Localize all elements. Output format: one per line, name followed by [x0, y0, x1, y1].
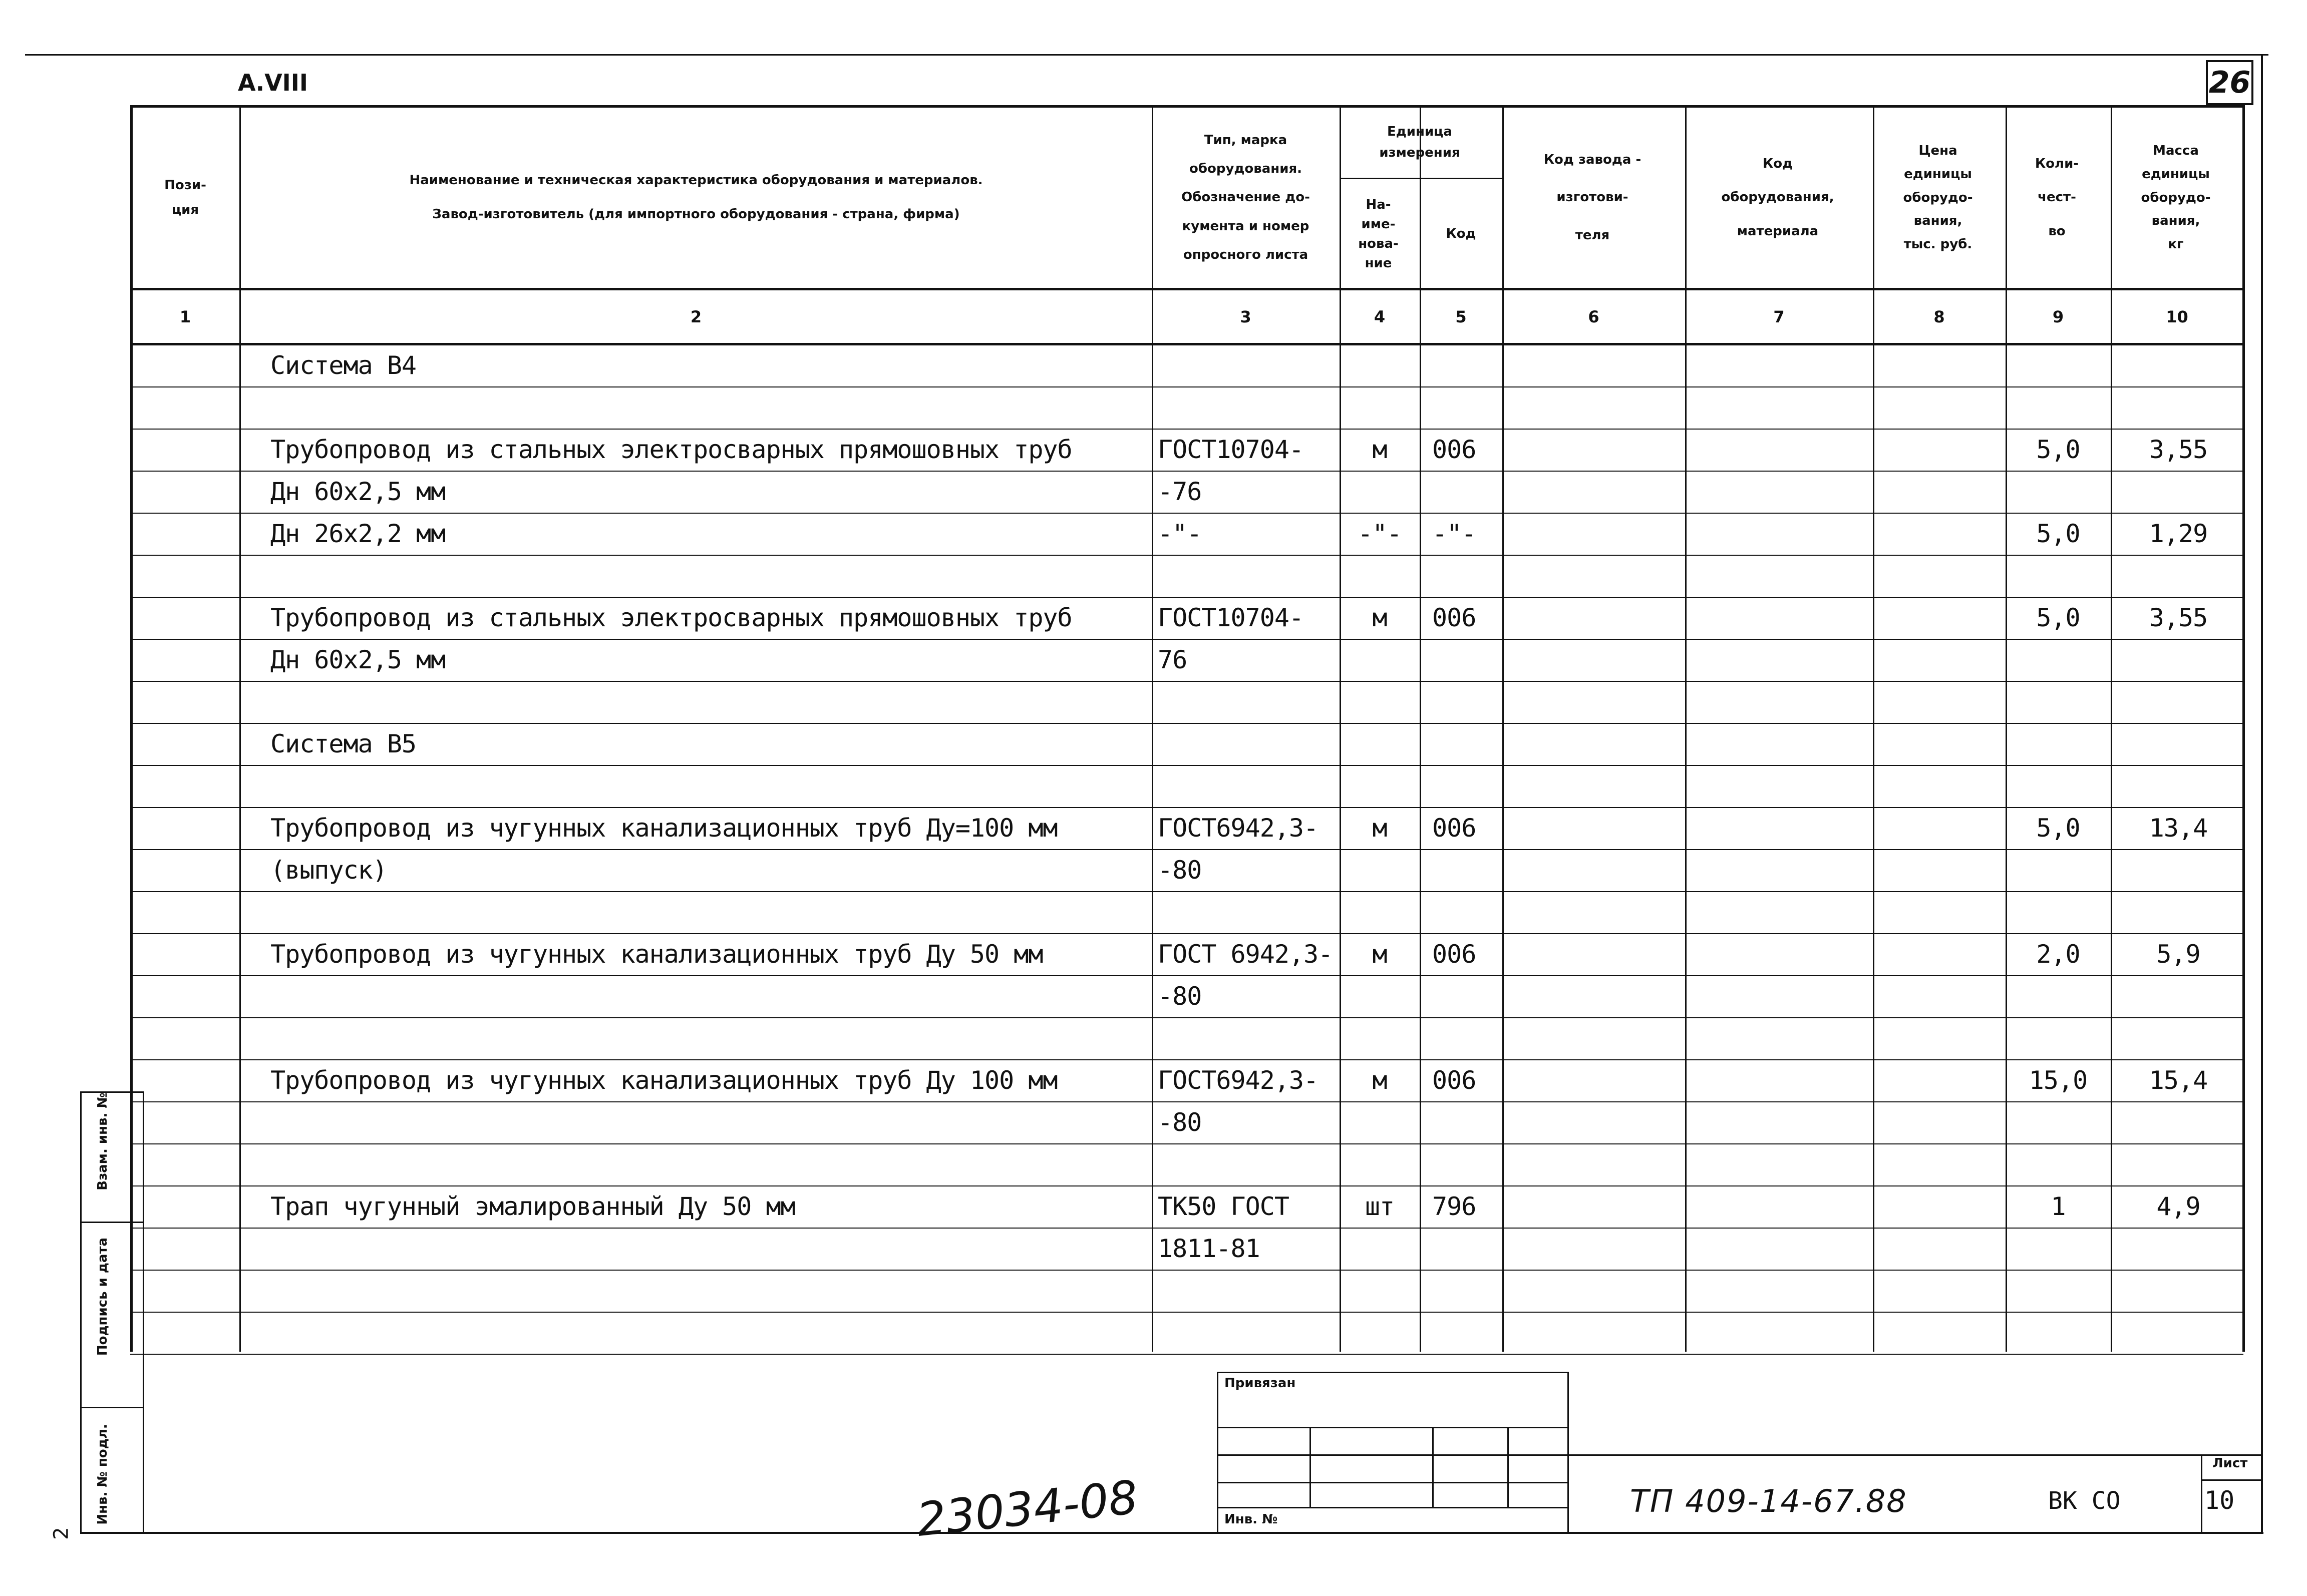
cell-unit — [1342, 1143, 1417, 1185]
cell-mass: 5,9 — [2156, 940, 2200, 969]
cell-code — [1432, 723, 1502, 765]
cell-type — [1158, 1270, 1338, 1312]
cell-qty: 5,0 — [2036, 519, 2080, 548]
column-number-7: 7 — [1773, 307, 1785, 326]
cell-type: -80 — [1158, 856, 1202, 885]
corner-mark: 2 — [50, 1527, 73, 1540]
cell-unit — [1342, 723, 1417, 765]
cell-name: Трап чугунный эмалированный Ду 50 мм — [270, 1192, 795, 1221]
cell-name: Трубопровод из чугунных канализационных труб Ду 50 мм — [270, 940, 1043, 969]
cell-qty — [2008, 1312, 2108, 1354]
cell-qty: 15,0 — [2029, 1066, 2088, 1095]
cell-mass: 13,4 — [2149, 814, 2208, 843]
header-name-line1: Наименование и техническая характеристика оборудования и материалов. — [409, 173, 983, 188]
cell-mass — [2116, 344, 2241, 386]
cell-code — [1432, 1017, 1502, 1059]
cell-mass — [2116, 386, 2241, 429]
cell-name: (выпуск) — [270, 856, 387, 885]
cell-unit: м — [1372, 1066, 1387, 1095]
cell-type — [1158, 765, 1338, 807]
cell-qty — [2008, 639, 2108, 681]
cell-mass — [2116, 1101, 2241, 1143]
binding-stamp-line — [1432, 1427, 1434, 1507]
cell-qty — [2008, 681, 2108, 723]
cell-name: Трубопровод из чугунных канализационных труб Ду=100 мм — [270, 814, 1058, 843]
cell-code — [1432, 639, 1502, 681]
cell-code — [1432, 891, 1502, 933]
cell-code — [1432, 1312, 1502, 1354]
side-stamp-inner-line — [143, 1091, 144, 1532]
title-block-line — [1567, 1454, 2261, 1456]
header-unit-split-line — [1340, 178, 1502, 179]
cell-mass — [2116, 975, 2241, 1017]
cell-qty — [2008, 1143, 2108, 1185]
cell-mass — [2116, 1017, 2241, 1059]
cell-code: 006 — [1432, 1066, 1476, 1095]
sheet-label: Лист — [2212, 1456, 2248, 1471]
cell-code — [1432, 765, 1502, 807]
binding-stamp-line — [1309, 1427, 1311, 1507]
column-number-8: 8 — [1933, 307, 1945, 326]
cell-name: Дн 60х2,5 мм — [270, 477, 446, 506]
cell-unit: шт — [1365, 1192, 1395, 1221]
cell-name — [270, 1143, 1147, 1185]
bottom-border — [80, 1532, 2263, 1534]
cell-name: Трубопровод из чугунных канализационных труб Ду 100 мм — [270, 1066, 1058, 1095]
cell-mass: 3,55 — [2149, 435, 2208, 464]
cell-type: -"- — [1158, 519, 1202, 548]
cell-unit: м — [1372, 940, 1387, 969]
cell-code — [1432, 386, 1502, 429]
header-unit-code: Код — [1446, 226, 1476, 241]
cell-type: ТК50 ГОСТ — [1158, 1192, 1289, 1221]
title-block-line — [2201, 1454, 2202, 1532]
header-quantity: Коли- чест- во — [2035, 156, 2079, 239]
top-border — [25, 54, 2268, 56]
cell-qty — [2008, 1270, 2108, 1312]
header-factory-code: Код завода - изготови- теля — [1543, 152, 1641, 243]
cell-unit — [1342, 765, 1417, 807]
binding-stamp-line — [1217, 1372, 1567, 1373]
cell-type: 1811-81 — [1158, 1234, 1260, 1263]
page-number-box — [2206, 60, 2253, 105]
header-type: Тип, марка оборудования. Обозначение до- кумента и номер опросного листа — [1181, 133, 1310, 262]
cell-type — [1158, 1312, 1338, 1354]
cell-name — [270, 555, 1147, 597]
cell-name — [270, 681, 1147, 723]
cell-name — [270, 1017, 1147, 1059]
cell-unit — [1342, 386, 1417, 429]
cell-code — [1432, 1228, 1502, 1270]
cell-code: 006 — [1432, 603, 1476, 632]
cell-type — [1158, 1017, 1338, 1059]
cell-unit — [1342, 975, 1417, 1017]
column-number-2: 2 — [690, 307, 702, 326]
cell-qty — [2008, 723, 2108, 765]
cell-mass — [2116, 639, 2241, 681]
cell-unit — [1342, 639, 1417, 681]
cell-type — [1158, 344, 1338, 386]
column-number-10: 10 — [2166, 307, 2188, 326]
cell-name — [270, 1228, 1147, 1270]
cell-code: -"- — [1432, 519, 1476, 548]
binding-stamp-line — [1217, 1482, 1567, 1483]
cell-qty — [2008, 555, 2108, 597]
cell-qty: 5,0 — [2036, 603, 2080, 632]
cell-code: 796 — [1432, 1192, 1476, 1221]
cell-unit — [1342, 1312, 1417, 1354]
header-unit-name: На- име- нова- ние — [1358, 197, 1399, 271]
album-label: А.VIII — [238, 69, 308, 96]
cell-type: ГОСТ6942,3- — [1158, 1066, 1319, 1095]
cell-mass: 4,9 — [2156, 1192, 2200, 1221]
cell-name: Система В5 — [270, 729, 417, 758]
cell-type: ГОСТ6942,3- — [1158, 814, 1319, 843]
cell-qty: 2,0 — [2036, 940, 2080, 969]
cell-qty: 5,0 — [2036, 435, 2080, 464]
cell-mass — [2116, 681, 2241, 723]
header-name-line2: Завод-изготовитель (для импортного оборудования - страна, фирма) — [432, 207, 960, 222]
cell-type: 76 — [1158, 645, 1187, 674]
cell-type — [1158, 555, 1338, 597]
cell-name — [270, 386, 1147, 429]
cell-mass — [2116, 1270, 2241, 1312]
cell-type: ГОСТ 6942,3- — [1158, 940, 1333, 969]
cell-name — [270, 891, 1147, 933]
header-price: Цена единицы оборудо- вания, тыс. руб. — [1903, 143, 1973, 252]
cell-mass — [2116, 471, 2241, 513]
cell-mass — [2116, 1228, 2241, 1270]
cell-unit — [1342, 849, 1417, 891]
cell-code: 006 — [1432, 940, 1476, 969]
cell-unit — [1342, 1270, 1417, 1312]
cell-mass: 3,55 — [2149, 603, 2208, 632]
cell-qty — [2008, 1228, 2108, 1270]
cell-unit: м — [1372, 814, 1387, 843]
cell-mass — [2116, 765, 2241, 807]
sheet-number: 10 — [2204, 1486, 2235, 1515]
cell-unit — [1342, 1228, 1417, 1270]
cell-qty — [2008, 386, 2108, 429]
cell-name: Дн 26х2,2 мм — [270, 519, 446, 548]
cell-mass — [2116, 891, 2241, 933]
cell-qty — [2008, 344, 2108, 386]
cell-type — [1158, 723, 1338, 765]
cell-qty: 1 — [2051, 1192, 2066, 1221]
side-stamp-signature-date: Подпись и дата — [95, 1237, 110, 1356]
cell-unit — [1342, 471, 1417, 513]
title-block-line — [2201, 1479, 2261, 1481]
page-number: 26 — [2208, 65, 2251, 100]
cell-unit — [1342, 555, 1417, 597]
cell-unit: м — [1372, 435, 1387, 464]
cell-qty — [2008, 765, 2108, 807]
cell-unit: -"- — [1358, 519, 1402, 548]
cell-type: -80 — [1158, 982, 1202, 1011]
binding-stamp-tied: Привязан — [1224, 1376, 1296, 1391]
cell-code — [1432, 344, 1502, 386]
binding-stamp-line — [1217, 1427, 1567, 1428]
cell-mass — [2116, 555, 2241, 597]
cell-qty: 5,0 — [2036, 814, 2080, 843]
column-number-1: 1 — [179, 307, 191, 326]
side-stamp-replaced-inv: Взам. инв. № — [95, 1092, 110, 1190]
cell-type — [1158, 681, 1338, 723]
cell-type: -76 — [1158, 477, 1202, 506]
cell-unit — [1342, 1101, 1417, 1143]
cell-name: Дн 60х2,5 мм — [270, 645, 446, 674]
cell-code — [1432, 975, 1502, 1017]
cell-code — [1432, 1270, 1502, 1312]
cell-unit — [1342, 344, 1417, 386]
cell-type: -80 — [1158, 1108, 1202, 1137]
binding-stamp-line — [1507, 1427, 1509, 1507]
row-line — [130, 1354, 2243, 1355]
column-number-6: 6 — [1588, 307, 1599, 326]
cell-mass: 1,29 — [2149, 519, 2208, 548]
header-name — [243, 108, 1149, 288]
cell-unit — [1342, 1017, 1417, 1059]
cell-name: Трубопровод из стальных электросварных прямошовных труб — [270, 435, 1072, 464]
binding-stamp-inv-no: Инв. № — [1224, 1512, 1278, 1527]
cell-unit — [1342, 891, 1417, 933]
cell-qty — [2008, 849, 2108, 891]
right-border — [2261, 54, 2263, 1533]
section-code: ВК СО — [2048, 1487, 2121, 1515]
cell-name: Трубопровод из стальных электросварных прямошовных труб — [270, 603, 1072, 632]
cell-code — [1432, 849, 1502, 891]
cell-type: ГОСТ10704- — [1158, 603, 1304, 632]
cell-type — [1158, 891, 1338, 933]
cell-code — [1432, 471, 1502, 513]
column-number-9: 9 — [2052, 307, 2064, 326]
cell-qty — [2008, 471, 2108, 513]
header-position: Пози- ция — [164, 177, 206, 217]
binding-stamp-line — [1217, 1507, 1567, 1508]
cell-mass — [2116, 849, 2241, 891]
cell-code — [1432, 1101, 1502, 1143]
cell-code: 006 — [1432, 814, 1476, 843]
cell-code — [1432, 1143, 1502, 1185]
binding-stamp-line — [1217, 1454, 1567, 1456]
cell-mass — [2116, 723, 2241, 765]
cell-qty — [2008, 1017, 2108, 1059]
column-number-3: 3 — [1240, 307, 1251, 326]
cell-mass: 15,4 — [2149, 1066, 2208, 1095]
archive-number: 23034-08 — [914, 1470, 1141, 1547]
header-unit: Единица измерения — [1379, 124, 1460, 160]
cell-type: ГОСТ10704- — [1158, 435, 1304, 464]
cell-mass — [2116, 1143, 2241, 1185]
header-equipment-code: Код оборудования, материала — [1721, 156, 1834, 239]
cell-name — [270, 1312, 1147, 1354]
cell-name: Система В4 — [270, 351, 417, 380]
binding-stamp-line — [1217, 1372, 1218, 1532]
column-number-5: 5 — [1455, 307, 1467, 326]
cell-name — [270, 765, 1147, 807]
cell-mass — [2116, 1312, 2241, 1354]
binding-stamp-line — [1567, 1372, 1569, 1532]
cell-qty — [2008, 975, 2108, 1017]
side-stamp-inv-original: Инв. № подл. — [95, 1424, 110, 1525]
header-mass: Масса единицы оборудо- вания, кг — [2141, 143, 2211, 252]
document-designation: ТП 409-14-67.88 — [1630, 1483, 1907, 1519]
cell-name — [270, 1101, 1147, 1143]
cell-qty — [2008, 891, 2108, 933]
cell-type — [1158, 386, 1338, 429]
cell-code: 006 — [1432, 435, 1476, 464]
cell-name — [270, 975, 1147, 1017]
cell-unit: м — [1372, 603, 1387, 632]
column-number-4: 4 — [1374, 307, 1386, 326]
cell-unit — [1342, 681, 1417, 723]
side-stamp-outer-line — [80, 1091, 82, 1532]
cell-type — [1158, 1143, 1338, 1185]
cell-qty — [2008, 1101, 2108, 1143]
cell-name — [270, 1270, 1147, 1312]
cell-code — [1432, 555, 1502, 597]
cell-code — [1432, 681, 1502, 723]
